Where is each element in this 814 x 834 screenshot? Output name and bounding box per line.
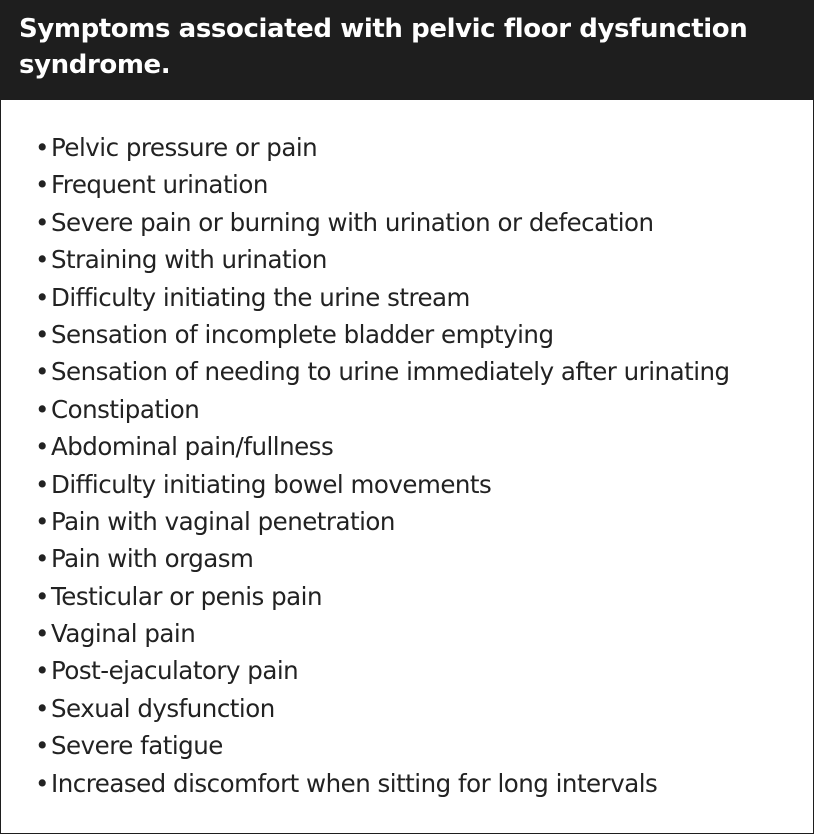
bullet: • — [35, 319, 49, 349]
symptom-text: Pain with orgasm — [51, 544, 254, 574]
list-item — [1, 652, 813, 689]
symptom-text: Pelvic pressure or pain — [51, 133, 318, 162]
symptom-text: Frequent urination — [51, 170, 268, 200]
symptom-text: Testicular or penis pain — [51, 581, 322, 611]
list-item — [1, 391, 813, 428]
symptom-list — [1, 129, 813, 802]
bullet: • — [35, 768, 49, 798]
list-item — [1, 615, 813, 652]
list-item — [1, 241, 813, 278]
symptom-text: Constipation — [51, 394, 200, 424]
symptom-text: Sexual dysfunction — [51, 693, 275, 723]
list-item — [1, 316, 813, 353]
symptom-text: Difficulty initiating the urine stream — [51, 282, 470, 312]
bullet: • — [35, 619, 49, 649]
symptom-text: Severe fatigue — [51, 731, 223, 761]
bullet: • — [35, 170, 49, 200]
list-item — [1, 503, 813, 540]
bullet: • — [35, 207, 49, 237]
symptom-text: Severe pain or burning with urination or defecation — [51, 207, 654, 237]
symptom-text: Abdominal pain/fullness — [51, 432, 334, 462]
bullet: • — [35, 469, 49, 499]
list-item — [1, 540, 813, 577]
list-item — [1, 353, 813, 390]
bullet: • — [35, 731, 49, 761]
bullet: • — [35, 656, 49, 686]
list-item — [1, 466, 813, 503]
list-item — [1, 166, 813, 203]
box-title: Symptoms associated with pelvic floor dysfunction syndrome. — [19, 14, 748, 80]
bullet: • — [35, 693, 49, 723]
list-item — [1, 428, 813, 465]
list-item — [1, 765, 813, 802]
symptom-text: Straining with urination — [51, 245, 327, 275]
symptom-text: Sensation of incomplete bladder emptying — [51, 319, 554, 349]
bullet: • — [35, 357, 49, 387]
bullet: • — [35, 544, 49, 574]
list-item — [1, 204, 813, 241]
box-header — [1, 1, 813, 100]
symptom-text: Difficulty initiating bowel movements — [51, 469, 492, 499]
list-item — [1, 578, 813, 615]
symptom-text: Sensation of needing to urine immediately after urinating — [51, 357, 730, 387]
bullet: • — [35, 282, 49, 312]
bullet: • — [35, 245, 49, 275]
symptom-text: Post-ejaculatory pain — [51, 656, 299, 686]
list-item — [1, 279, 813, 316]
symptom-text: Vaginal pain — [51, 619, 196, 649]
list-item — [1, 727, 813, 764]
symptom-text: Pain with vaginal penetration — [51, 506, 395, 536]
bullet: • — [35, 506, 49, 536]
list-item — [1, 129, 813, 166]
bullet: • — [35, 581, 49, 611]
list-item — [1, 690, 813, 727]
bullet: • — [35, 133, 49, 162]
bullet: • — [35, 394, 49, 424]
bullet: • — [35, 432, 49, 462]
symptom-text: Increased discomfort when sitting for long intervals — [51, 768, 658, 798]
